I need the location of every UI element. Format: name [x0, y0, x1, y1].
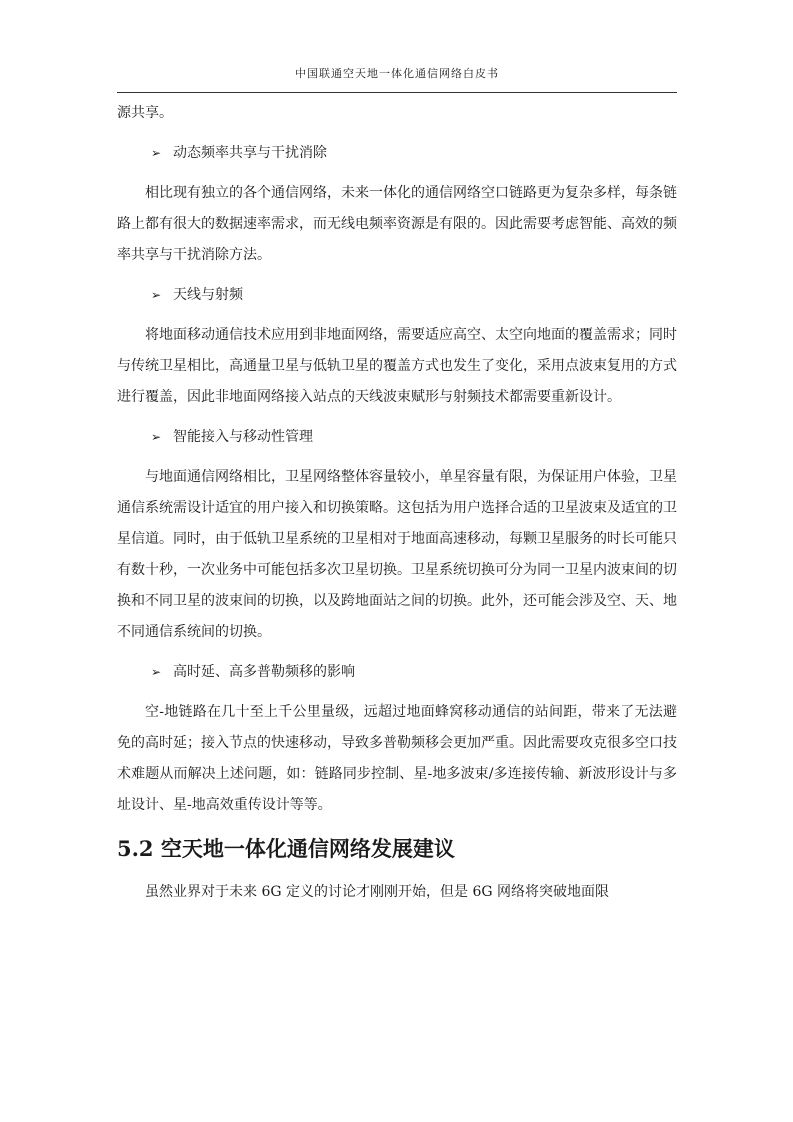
bullet-label: 动态频率共享与干扰消除	[173, 145, 327, 161]
header-title: 中国联通空天地一体化通信网络白皮书	[295, 67, 499, 80]
page-header	[117, 62, 677, 93]
paragraph-frequency-sharing: 相比现有独立的各个通信网络，未来一体化的通信网络空口链路更为复杂多样，每条链路上都有很大的数据速率需求，而无线电频率资源是有限的。因此需要考虑智能、高效的频率共享与干扰消除方法。	[117, 185, 677, 263]
section-heading-5-2: 5.2 空天地一体化通信网络发展建议	[117, 836, 455, 861]
bullet-label: 高时延、高多普勒频移的影响	[173, 664, 355, 680]
bullet-label: 智能接入与移动性管理	[173, 429, 313, 445]
bullet-heading-latency-doppler	[117, 657, 677, 688]
paragraph-development-suggestions: 虽然业界对于未来 6G 定义的讨论才刚刚开始，但是 6G 网络将突破地面限	[145, 884, 609, 900]
arrow-bullet-icon: ➢	[151, 665, 162, 679]
paragraph-latency-doppler: 空-地链路在几十至上千公里量级，远超过地面蜂窝移动通信的站间距，带来了无法避免的高时延；接入节点的快速移动，导致多普勒频移会更加严重。因此需要攻克很多空口技术难题从而解决上述问题，如：链路同步控制、星-地多波束/多连接传输、新波形设计与多址设计、星-地高效重传设计等等。	[117, 704, 677, 813]
bullet-heading-frequency-sharing	[117, 138, 677, 169]
bullet-heading-antenna-rf	[117, 280, 677, 311]
arrow-bullet-icon: ➢	[151, 430, 162, 444]
bullet-label: 天线与射频	[173, 287, 243, 303]
bullet-heading-access-mobility	[117, 422, 677, 453]
paragraph-antenna-rf: 将地面移动通信技术应用到非地面网络，需要适应高空、太空向地面的覆盖需求；同时与传统卫星相比，高通量卫星与低轨卫星的覆盖方式也发生了变化，采用点波束复用的方式进行覆盖，因此非地面网络接入站点的天线波束赋形与射频技术都需要重新设计。	[117, 327, 677, 405]
paragraph-access-mobility: 与地面通信网络相比，卫星网络整体容量较小，单星容量有限，为保证用户体验，卫星通信系统需设计适宜的用户接入和切换策略。这包括为用户选择合适的卫星波束及适宜的卫星信道。同时，由于低轨卫星系统的卫星相对于地面高速移动，每颗卫星服务的时长可能只有数十秒，一次业务中可能包括多次卫星切换。卫星系统切换可分为同一卫星内波束间的切换和不同卫星的波束间的切换，以及跨地面站之间的切换。此外，还可能会涉及空、天、地不同通信系统间的切换。	[117, 469, 677, 640]
paragraph-continuation: 源共享。	[117, 105, 173, 121]
arrow-bullet-icon: ➢	[151, 288, 162, 302]
page-content	[117, 98, 677, 908]
arrow-bullet-icon: ➢	[151, 146, 162, 160]
